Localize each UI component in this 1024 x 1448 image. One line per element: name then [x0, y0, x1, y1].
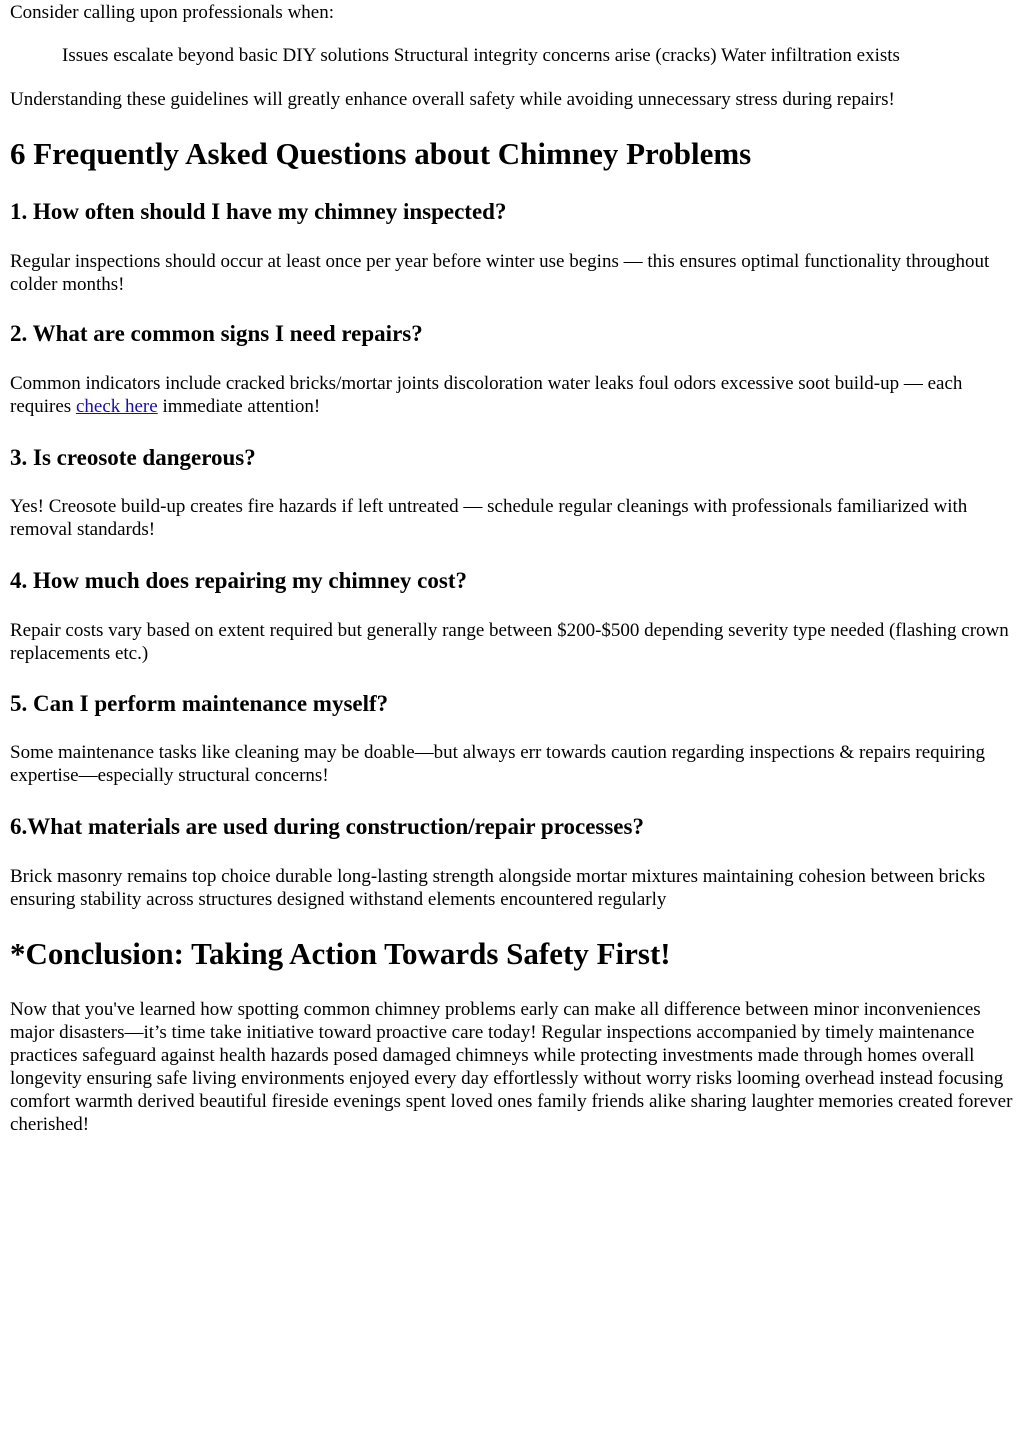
faq-question-5: 5. Can I perform maintenance myself?: [10, 691, 389, 716]
faq-question-1: 1. How often should I have my chimney inspected?: [10, 199, 507, 224]
faq-answer-4: Repair costs vary based on extent required but generally range between $200-$500 depending severity type needed (flashing crown replacements etc.): [10, 620, 1009, 664]
conclusion-body: Now that you've learned how spotting common chimney problems early can make all difference between minor inconveniences major disasters—it’s time take initiative toward proactive care today! Regular inspections accompanied by timely maintenance practices safeguard against health hazards posed damaged chimneys while protecting investments made through homes overall longevity ensuring safe living environments enjoyed every day effortlessly without worry risks looming overhead instead focusing comfort warmth derived beautiful fireside evenings spent loved ones family friends alike sharing laughter memories created forever cherished!: [10, 999, 1013, 1135]
faq-answer-3: Yes! Creosote build-up creates fire hazards if left untreated — schedule regular cleanings with professionals familiarized with removal standards!: [10, 496, 968, 540]
faq-question-3: 3. Is creosote dangerous?: [10, 445, 256, 470]
faq-answer-2: [10, 372, 1014, 418]
faq-answer-6: Brick masonry remains top choice durable long-lasting strength alongside mortar mixtures maintaining cohesion between bricks ensuring stability across structures designed withstand elements encountered regularly: [10, 866, 986, 910]
faq-question-6: 6.What materials are used during construction/repair processes?: [10, 814, 644, 839]
faq-answer-2-text-before: Common indicators include cracked bricks/mortar joints discoloration water leaks foul odors excessive soot build-up — each requires: [10, 373, 963, 417]
check-here-link[interactable]: check here: [75, 396, 158, 417]
intro-lead: Consider calling upon professionals when:: [10, 2, 335, 23]
faq-answer-1: Regular inspections should occur at least once per year before winter use begins — this ensures optimal functionality throughout colder months!: [10, 251, 990, 295]
faq-question-2: 2. What are common signs I need repairs?: [10, 321, 423, 346]
professional-conditions: Issues escalate beyond basic DIY solutions Structural integrity concerns arise (cracks) Water infiltration exists: [62, 45, 900, 66]
intro-summary: Understanding these guidelines will greatly enhance overall safety while avoiding unnecessary stress during repairs!: [10, 89, 895, 110]
faq-answer-2-text-after: immediate attention!: [157, 396, 321, 417]
faq-heading: 6 Frequently Asked Questions about Chimney Problems: [10, 136, 752, 171]
faq-answer-5: Some maintenance tasks like cleaning may be doable—but always err towards caution regarding inspections & repairs requiring expertise—especially structural concerns!: [10, 742, 986, 786]
conclusion-heading: *Conclusion: Taking Action Towards Safety First!: [10, 936, 671, 971]
faq-question-4: 4. How much does repairing my chimney cost?: [10, 568, 468, 593]
